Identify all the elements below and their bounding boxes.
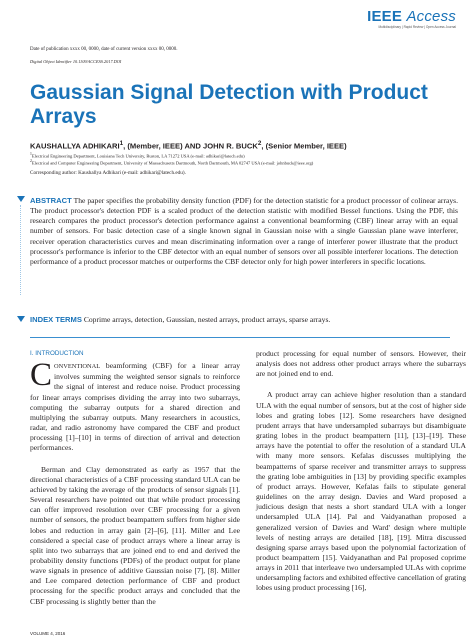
logo-ieee: IEEE — [367, 8, 403, 25]
abstract-triangle-icon — [17, 196, 25, 202]
author-line — [30, 140, 347, 151]
journal-logo — [367, 8, 456, 29]
author-2-role: , (Senior Member, IEEE) — [261, 141, 347, 151]
section-heading: I. INTRODUCTION — [30, 350, 84, 357]
index-terms-text: Coprime arrays, detection, Gaussian, nested arrays, product arrays, sparse arrays. — [83, 315, 331, 324]
paper-title: Gaussian Signal Detection with Product Arrays — [30, 81, 428, 128]
intro-paragraph-1 — [30, 357, 240, 453]
affiliation-1 — [30, 152, 245, 159]
corresponding-author: Corresponding author: Kaushallya Adhikari (e-mail: adhikari@latech.edu). — [30, 170, 186, 176]
abstract-dotted-rule — [20, 205, 22, 295]
abstract-block — [30, 196, 458, 267]
publication-date: Date of publication xxxx 00, 0000, date of current version xxxx 00, 0000. — [30, 47, 178, 52]
abstract-text: The paper specifies the probability density function (PDF) for the detection statistic for a product processor of colinear arrays. The product processor's detection PDF is a scaled product of the detection statistic with modified Bessel functions. Using the PDF, this research compares the product processor's detection performance against a conventional beamforming (CBF) linear array with an equal number of sensors. For basic detection case of a single known signal in Gaussian noise with a single Gaussian plane wave interferer, receiver operation characteristics curves and mean discriminating information over a range of interferer power illustrate that the product processor's performance is inferior to the CBF detector with an equal number of sensors over all possible interferer locations. The detection performance of a product processor matches or outperforms the CBF detector only for high power interferers in specific locations. — [30, 196, 459, 266]
intro-paragraph-1-text: beamforming (CBF) for a linear array involves summing the weighted sensor signals to reinforce the signal of interest and reduce noise. Product processing for linear arrays comprises dividing the array into two subarrays, computing the subarray outputs for a shared direction and multiplying the subarray outputs. Many researchers in acoustics, radar, and radio astronomy have compared the CBF and product processing [1]–[10] in terms of direction of arrival and detection performances. — [30, 361, 240, 453]
index-terms-block — [30, 315, 458, 324]
small-caps-word: ONVENTIONAL — [54, 363, 101, 371]
intro-paragraph-4: A product array can achieve higher resolution than a standard ULA with the equal number of sensors, but at the cost of higher side lobes and grating lobes [12]. Some researchers have designed prudent arrays that have undersampled subarrays but disambiguate grating lobes in the product beampattern [11], [13]–[19]. These arrays have the potential to offer the resolution of a standard ULA with many more sensors. Kefalas discusses multiplying the beampatterns of sparse receiver and transmitter arrays to suppress the grating lobe ambiguities in [13] by providing specific examples of product arrays. However, Kefalas fails to stipulate general guidelines on the array design. Davies and Ward proposed a judicious design that nests a short standard ULA with a longer undersampled ULA [14]. Pal and Vaidyanathan proposed a generalized version of Davies and Ward' design where multiple levels of nesting arrays are detailed [18], [19]. Mitra discussed designing sparse arrays based upon the polynomial factorization of product beampattern [15]. Vaidyanathan and Pal proposed coprime arrays in 2011 that interleave two undersampled ULAs with coprime undersampling factors and exhibited effective cancellation of grating lobes using product processing [16], — [256, 390, 466, 593]
logo-wordmark — [367, 8, 456, 25]
abstract-heading: ABSTRACT — [30, 196, 72, 205]
right-column — [256, 349, 466, 594]
affiliation-1-sup: 1 — [30, 152, 32, 156]
drop-cap: C — [30, 357, 53, 394]
affiliation-2-text: Electrical and Computer Engineering Department, University of Massachusetts Dartmouth, North Dartmouth, MA 02747 USA (e-mail: johnbuck@ieee.org) — [31, 160, 314, 166]
author-1-sup: 1 — [119, 140, 124, 147]
intro-paragraph-3: product processing for equal number of sensors. However, their analysis does not address other product arrays where the subarrays are not joined end to end. — [256, 349, 466, 379]
logo-access: Access — [406, 8, 456, 25]
index-terms-heading: INDEX TERMS — [30, 315, 82, 324]
intro-paragraph-2: Berman and Clay demonstrated as early as 1957 that the directional characteristics of a CBF processing standard ULA can be achieved by taking the average of the products of sensor signals [1]. Several researchers have pointed out that while product processing can offer improved resolution over CBF processing for a given number of sensors, the product beampattern suffers from higher side lobes and reduction in array gain [2]–[6], [11]. Miller and Lee considered a special case of product arrays where a linear array is split into two subarrays that are joined end to end and derived the probability density functions (PDFs) of the product output for plane wave signals in presence of additive Gaussian noise [7], [8]. Miller and Lee compared detection performance of CBF and product processing for the specific product arrays and concluded that the CBF processing is slightly better than the — [30, 464, 240, 606]
author-2-sup: 2 — [257, 140, 262, 147]
footer-volume: VOLUME 4, 2016 — [30, 631, 66, 636]
affiliation-1-text: Electrical Engineering Department, Louisiana Tech University, Ruston, LA 71272 USA (e-mail: adhikari@latech.edu) — [31, 153, 245, 159]
author-1-role: , (Member, IEEE) AND JOHN R. BUCK — [123, 141, 258, 151]
logo-tagline: Multidisciplinary | Rapid Review | Open Access Journal — [378, 25, 456, 29]
index-terms-triangle-icon — [17, 316, 25, 322]
section-divider — [30, 337, 450, 338]
author-1-name: KAUSHALLYA ADHIKARI — [30, 141, 120, 151]
doi-line: Digital Object Identifier 10.1109/ACCESS.2017.DOI — [30, 59, 122, 64]
left-column — [30, 349, 240, 607]
affiliation-2-sup: 2 — [30, 159, 32, 163]
affiliation-2 — [30, 159, 313, 166]
